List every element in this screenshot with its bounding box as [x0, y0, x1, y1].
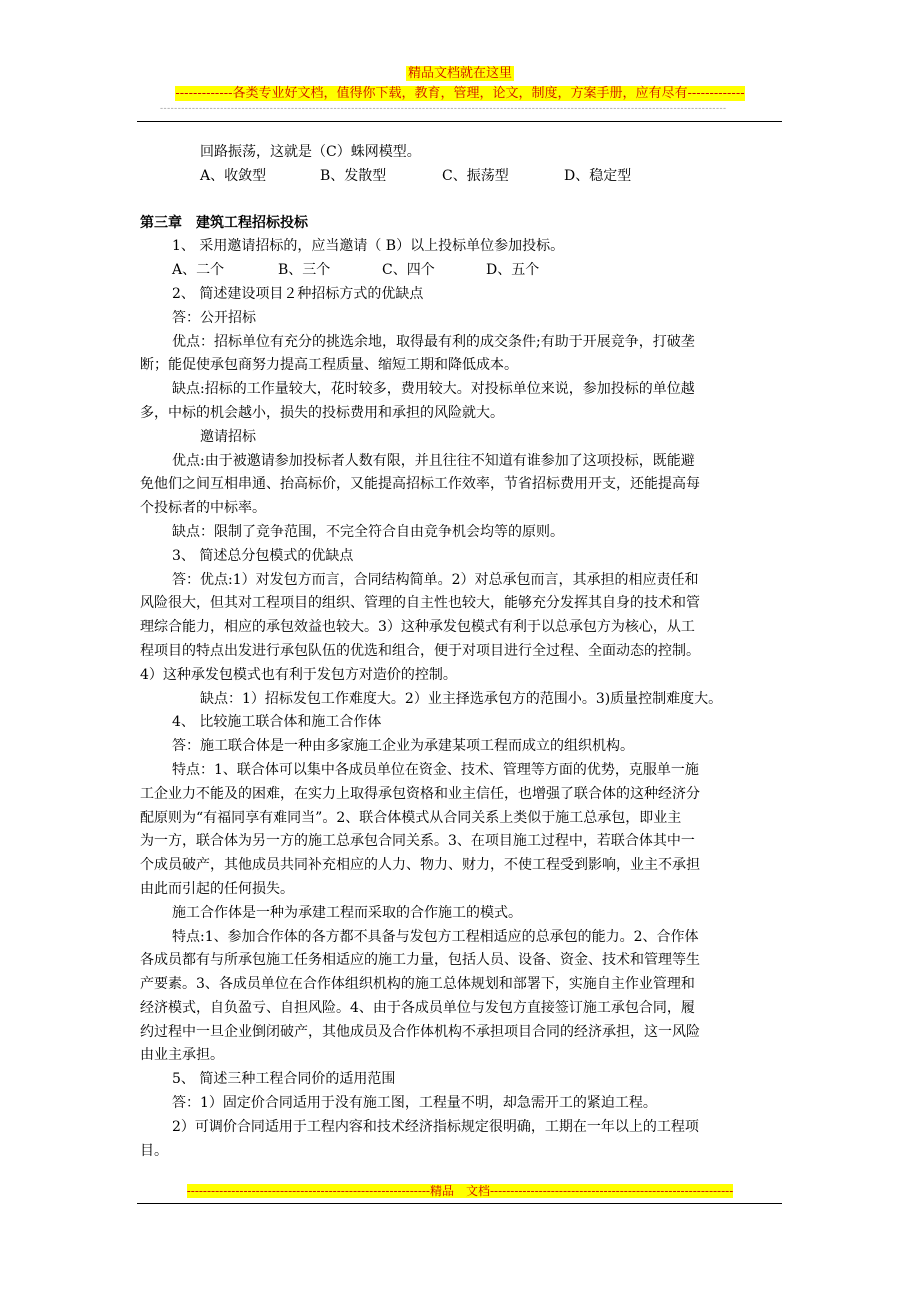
paragraph-line: 优点：招标单位有充分的挑选余地，取得最有利的成交条件;有助于开展竞争，打破垄: [172, 333, 695, 350]
option-d: D、五个: [486, 262, 540, 279]
chapter-heading: 第三章 建筑工程招标投标: [140, 214, 308, 231]
paragraph-line: 特点:1、参加合作体的各方都不具备与发包方工程相适应的总承包的能力。2、合作体: [172, 928, 699, 945]
paragraph-line: 目。: [140, 1142, 168, 1159]
question-line: 1、 采用邀请招标的，应当邀请（ B）以上投标单位参加投标。: [172, 238, 565, 255]
header-title: [0, 66, 920, 82]
paragraph-line: 施工合作体是一种为承建工程而采取的合作施工的模式。: [172, 904, 522, 921]
answer-line: 答：施工联合体是一种由多家施工企业为承建某项工程而成立的组织机构。: [172, 738, 634, 755]
answer-line: 答：优点:1）对发包方而言，合同结构简单。2）对总承包而言，其承担的相应责任和: [172, 571, 699, 588]
paragraph-line: 回路振荡，这就是（C）蛛网模型。: [200, 144, 421, 160]
question-line: 5、 简述三种工程合同价的适用范围: [172, 1071, 396, 1088]
header-subtitle-text: -------------各类专业好文档，值得你下载，教育，管理，论文，制度，方案手册，应有尽有-------------: [175, 86, 745, 101]
paragraph-line: 个成员破产，其他成员共同补充相应的人力、物力、财力，不使工程受到影响，业主不承担: [140, 857, 700, 874]
paragraph-line: 缺点：限制了竞争范围，不完全符合自由竞争机会均等的原则。: [172, 523, 564, 540]
answer-line: 答：1）固定价合同适用于没有施工图，工程量不明，却急需开工的紧迫工程。: [172, 1095, 657, 1112]
option-a: A、二个: [172, 262, 225, 279]
footer-rule: [137, 1203, 782, 1204]
paragraph-line: 约过程中一旦企业倒闭破产，其他成员及合作体机构不承担项目合同的经济承担，这一风险: [140, 1023, 700, 1040]
header-rule: [137, 121, 782, 122]
paragraph-line: 各成员都有与所承包施工任务相适应的施工力量，包括人员、设备、资金、技术和管理等生: [140, 952, 700, 969]
header-subtitle: [0, 86, 920, 102]
header-dotted-line: ----------------------------------------------------------------------------------------------------------------------------------------------------------------: [160, 104, 727, 114]
question-line: 2、 简述建设项目２种招标方式的优缺点: [172, 285, 424, 302]
option-c: C、振荡型: [442, 167, 509, 184]
option-b: B、三个: [278, 262, 331, 279]
paragraph-line: 经济模式，自负盈亏、自担风险。4、由于各成员单位与发包方直接签订施工承包合同，履: [140, 999, 695, 1016]
paragraph-line: 理综合能力，相应的承包效益也较大。3）这种承发包模式有利于以总承包方为核心，从工: [140, 619, 695, 636]
paragraph-line: 产要素。3、各成员单位在合作体组织机构的施工总体规划和部署下，实施自主作业管理和: [140, 976, 695, 993]
question-line: 3、 简述总分包模式的优缺点: [172, 547, 354, 564]
paragraph-line: 缺点：1）招标发包工作难度大。2）业主择选承包方的范围小。3)质量控制难度大。: [200, 690, 723, 707]
options-line: [140, 259, 790, 283]
paragraph-line: 优点:由于被邀请参加投标者人数有限，并且往往不知道有谁参加了这项投标，既能避: [172, 452, 695, 469]
document-body: [140, 141, 790, 1163]
paragraph-line: 2）可调价合同适用于工程内容和技术经济指标规定很明确，工期在一年以上的工程项: [172, 1118, 699, 1135]
paragraph-line: 缺点:招标的工作量较大，花时较多，费用较大。对投标单位来说，参加投标的单位越: [172, 381, 695, 398]
subheading-line: 邀请招标: [200, 428, 256, 445]
paragraph-line: 免他们之间互相串通、抬高标价，又能提高招标工作效率，节省招标费用开支，还能提高每: [140, 476, 700, 493]
answer-line: 答：公开招标: [172, 309, 256, 326]
paragraph-line: 个投标者的中标率。: [140, 500, 266, 517]
paragraph-line: 多，中标的机会越小，损失的投标费用和承担的风险就大。: [140, 404, 504, 421]
option-a: A、收敛型: [200, 167, 267, 184]
paragraph-line: 由业主承担。: [140, 1047, 224, 1064]
options-line: [140, 165, 790, 189]
option-d: D、稳定型: [564, 167, 632, 184]
header-title-text: 精品文档就在这里: [407, 66, 512, 81]
paragraph-line: 为一方，联合体为另一方的施工总承包合同关系。3、在项目施工过程中，若联合体其中一: [140, 833, 695, 850]
question-line: 4、 比较施工联合体和施工合作体: [172, 714, 382, 731]
paragraph-line: 工企业力不能及的困难，在实力上取得承包资格和业主信任，也增强了联合体的这种经济分: [140, 785, 700, 802]
paragraph-line: 4）这种承发包模式也有利于发包方对造价的控制。: [140, 666, 457, 683]
option-c: C、四个: [382, 262, 435, 279]
footer-banner: [0, 1184, 920, 1199]
paragraph-line: 特点：1、联合体可以集中各成员单位在资金、技术、管理等方面的优势，克服单一施: [172, 761, 699, 778]
paragraph-line: 配原则为“有福同享有难同当”。2、联合体模式从合同关系上类似于施工总承包，即业主: [140, 809, 682, 826]
paragraph-line: 风险很大，但其对工程项目的组织、管理的自主性也较大，能够充分发挥其自身的技术和管: [140, 595, 700, 612]
footer-text: ------------------------------------------------------------精品 文档------------------------------------------------------------: [186, 1184, 734, 1198]
paragraph-line: 由此而引起的任何损失。: [140, 880, 294, 897]
option-b: B、发散型: [320, 167, 387, 184]
paragraph-line: 断；能促使承包商努力提高工程质量、缩短工期和降低成本。: [140, 357, 518, 374]
paragraph-line: 程项目的特点出发进行承包队伍的优选和组合，便于对项目进行全过程、全面动态的控制。: [140, 642, 700, 659]
